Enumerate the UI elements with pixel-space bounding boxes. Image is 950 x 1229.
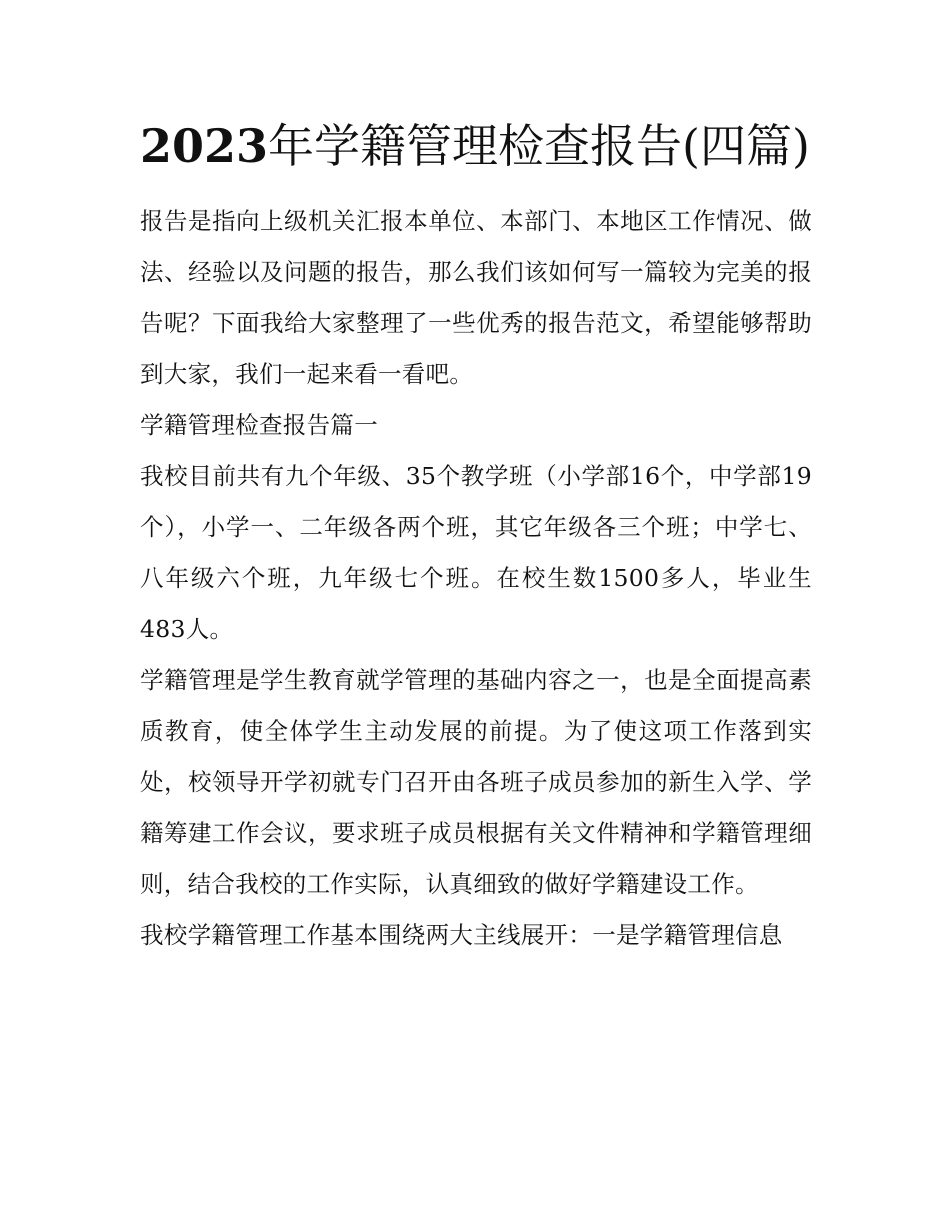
intro-paragraph: 报告是指向上级机关汇报本单位、本部门、本地区工作情况、做法、经验以及问题的报告，那么我们该如何写一篇较为完美的报告呢？下面我给大家整理了一些优秀的报告范文，希望能够帮助到大家，我们一起来看一看吧。 — [140, 207, 812, 388]
title-text: 年学籍管理检查报告(四篇) — [268, 119, 810, 173]
document-page — [140, 108, 812, 961]
body-paragraph: 学籍管理是学生教育就学管理的基础内容之一，也是全面提高素质教育，使全体学生主动发展的前提。为了使这项工作落到实处，校领导开学初就专门召开由各班子成员参加的新生入学、学籍筹建工作会议，要求班子成员根据有关文件精神和学籍管理细则，结合我校的工作实际，认真细致的做好学籍建设工作。 — [140, 666, 812, 898]
title-year: 2023 — [140, 119, 269, 173]
document-title — [140, 108, 812, 184]
body-paragraph: 我校学籍管理工作基本围绕两大主线展开：一是学籍管理信息 — [140, 921, 783, 949]
section-heading: 学籍管理检查报告篇一 — [140, 411, 378, 439]
body-paragraph: 我校目前共有九个年级、35个教学班（小学部16个，中学部19个），小学一、二年级各两个班，其它年级各三个班；中学七、八年级六个班，九年级七个班。在校生数1500多人，毕业生483人。 — [140, 462, 812, 643]
